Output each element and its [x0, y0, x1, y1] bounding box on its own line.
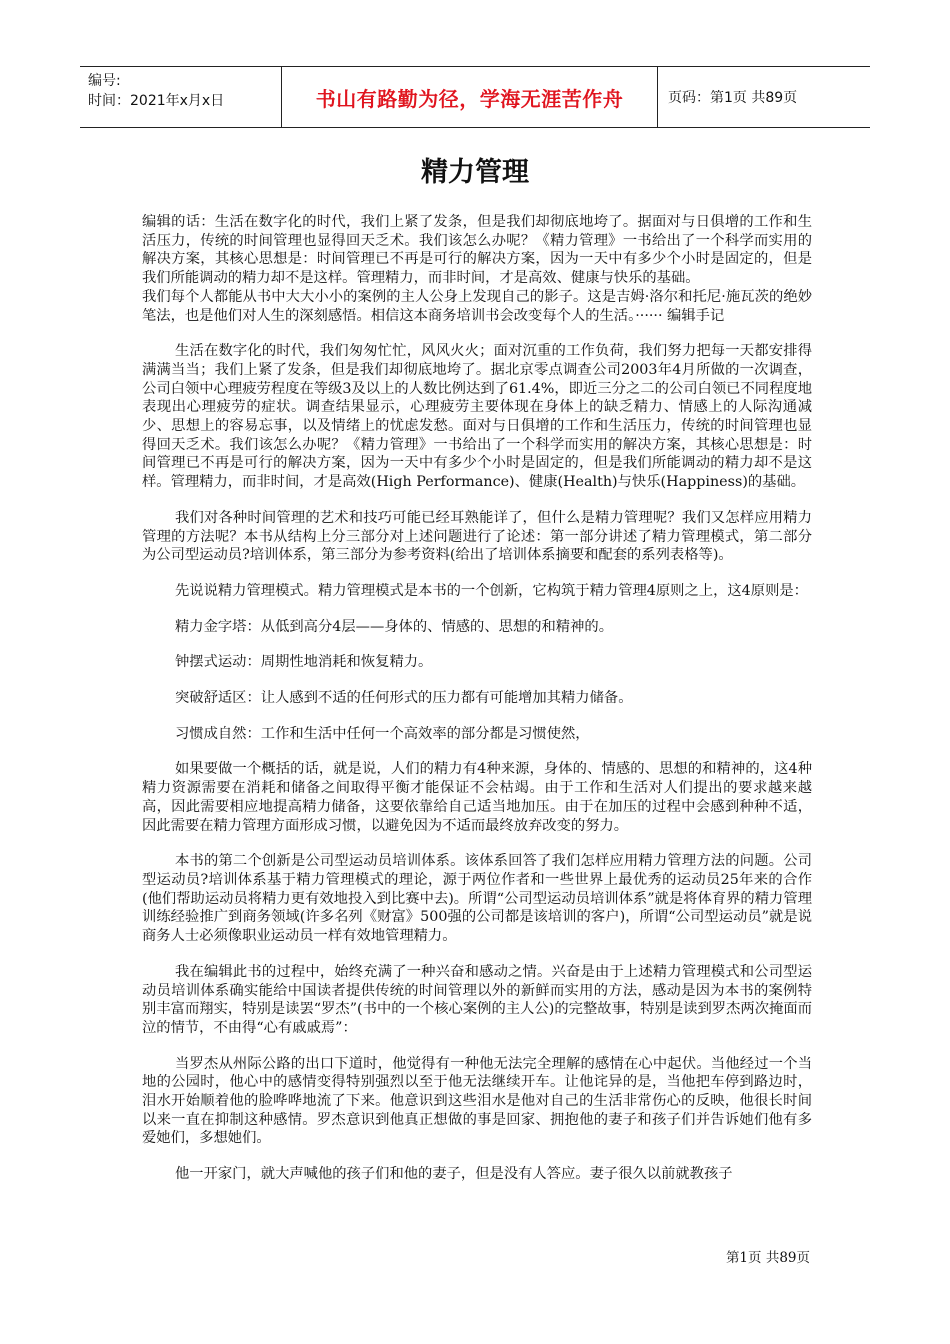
paragraph-editor-note: 编辑的话：生活在数字化的时代，我们上紧了发条，但是我们却彻底地垮了。据面对与日俱增的工作和生活压力，传统的时间管理也显得回天乏术。我们该怎么办呢？《精力管理》一书给出了一个科学而实用的解决方案，其核心思想是：时间管理已不再是可行的解决方案，因为一天中有多少个小时是固定的，但是我们所能调动的精力却不是这样。管理精力，而非时间，才是高效、健康与快乐的基础。 — [142, 214, 812, 287]
principle-item: 精力金字塔：从低到高分4层——身体的、情感的、思想的和精神的。 — [175, 618, 613, 635]
paragraph: 先说说精力管理模式。精力管理模式是本书的一个创新，它构筑于精力管理4原则之上，这4原则是： — [175, 582, 808, 599]
header-info-cell — [80, 67, 282, 127]
paragraph: 他一开家门，就大声喊他的孩子们和他的妻子，但是没有人答应。妻子很久以前就教孩子 — [175, 1166, 733, 1183]
paragraph: 生活在数字化的时代，我们匆匆忙忙，风风火火；面对沉重的工作负荷，我们努力把每一天都安排得满满当当；我们上紧了发条，但是我们却彻底地垮了。据北京零点调查公司2003年4月所做的一次调查，公司白领中心理疲劳程度在等级3及以上的人数比例达到了61.4%，即近三分之二的公司白领已不同程度地表现出心理疲劳的症状。调查结果显示，心理疲劳主要体现在身体上的缺乏精力、情感上的人际沟通减少、思想上的容易忘事，以及情绪上的忧虑发愁。面对与日俱增的工作和生活压力，传统的时间管理也显得回天乏术。我们该怎么办呢？《精力管理》一书给出了一个科学而实用的解决方案，其核心思想是：时间管理已不再是可行的解决方案，因为一天中有多少个小时是固定的，但是我们所能调动的精力却不是这样。管理精力，而非时间，才是高效(High Performance)、健康(Health)与快乐(Happiness)的基础。 — [142, 343, 812, 491]
paragraph: 我们对各种时间管理的艺术和技巧可能已经耳熟能详了，但什么是精力管理呢？我们又怎样应用精力管理的方法呢？本书从结构上分三部分对上述问题进行了论述：第一部分讲述了精力管理模式，第二部分为公司型运动员?培训体系，第三部分为参考资料(给出了培训体系摘要和配套的系列表格等)。 — [142, 509, 812, 564]
header-table — [80, 66, 870, 128]
paragraph: 本书的第二个创新是公司型运动员培训体系。该体系回答了我们怎样应用精力管理方法的问题。公司型运动员?培训体系基于精力管理模式的理论，源于两位作者和一些世界上最优秀的运动员25年来的合作(他们帮助运动员将精力更有效地投入到比赛中去)。所谓“公司型运动员培训体系”就是将体育界的精力管理训练经验推广到商务领域(许多名列《财富》500强的公司都是该培训的客户)，所谓“公司型运动员”就是说商务人士必须像职业运动员一样有效地管理精力。 — [142, 853, 812, 945]
principle-item: 突破舒适区：让人感到不适的任何形式的压力都有可能增加其精力储备。 — [175, 690, 633, 707]
paragraph: 我在编辑此书的过程中，始终充满了一种兴奋和感动之情。兴奋是由于上述精力管理模式和公司型运动员培训体系确实能给中国读者提供传统的时间管理以外的新鲜而实用的方法，感动是因为本书的案例特别丰富而翔实，特别是读罢“罗杰”(书中的一个核心案例的主人公)的完整故事，特别是读到罗杰两次掩面而泣的情节，不由得“心有戚戚焉”： — [142, 963, 812, 1036]
document-title: 精力管理 — [421, 157, 529, 188]
document-number-label: 编号: — [88, 73, 121, 89]
principle-item: 钟摆式运动：周期性地消耗和恢复精力。 — [175, 654, 433, 671]
header-motto: 书山有路勤为径，学海无涯苦作舟 — [282, 67, 658, 127]
paragraph-editor-note-2: 我们每个人都能从书中大大小小的案例的主人公身上发现自己的影子。这是吉姆·洛尔和托尼·施瓦茨的绝妙笔法，也是他们对人生的深刻感悟。相信这本商务培训书会改变每个人的生活。······ 编辑手记 — [142, 288, 812, 324]
header-page-code: 页码：第1页 共89页 — [668, 90, 798, 106]
page-footer: 第1页 共89页 — [725, 1250, 810, 1266]
paragraph: 当罗杰从州际公路的出口下道时，他觉得有一种他无法完全理解的感情在心中起伏。当他经过一个当地的公园时，他心中的感情变得特别强烈以至于他无法继续开车。让他诧异的是，当他把车停到路边时，泪水开始顺着他的脸哗哗地流了下来。他意识到这些泪水是他对自己的生活非常伤心的反映，他很长时间以来一直在抑制这种感情。罗杰意识到他真正想做的事是回家、拥抱他的妻子和孩子们并告诉她们他有多爱她们，多想她们。 — [142, 1055, 812, 1147]
paragraph: 如果要做一个概括的话，就是说，人们的精力有4种来源，身体的、情感的、思想的和精神的，这4种精力资源需要在消耗和储备之间取得平衡才能保证不会枯竭。由于工作和生活对人们提出的要求越来越高，因此需要相应地提高精力储备，这要依靠给自己适当地加压。由于在加压的过程中会感到种种不适，因此需要在精力管理方面形成习惯，以避免因为不适而最终放弃改变的努力。 — [142, 761, 812, 834]
principle-item: 习惯成自然：工作和生活中任何一个高效率的部分都是习惯使然， — [175, 725, 590, 742]
document-body — [142, 213, 812, 1184]
document-time-label: 时间：2021年x月x日 — [88, 93, 225, 109]
